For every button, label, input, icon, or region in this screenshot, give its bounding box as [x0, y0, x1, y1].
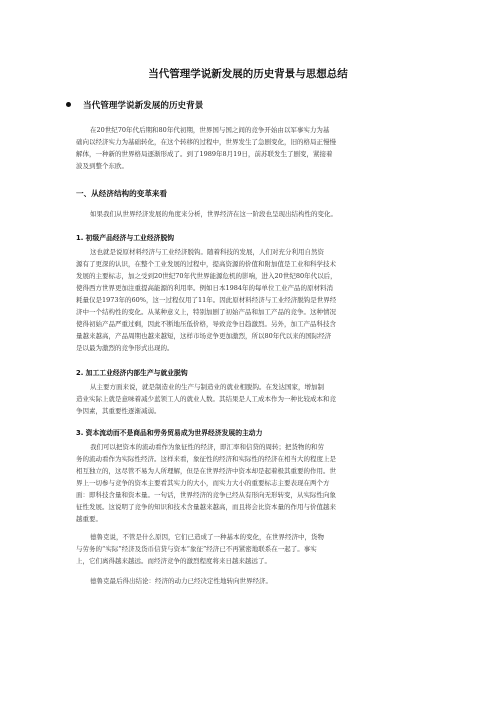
text-line: 征性发展。这说明了竞争的知识和技术含量越来越高，而且将会比资本量的作用与价值越来	[76, 503, 336, 511]
text-line: 上，它们离得越来越远。而经济竞争的激烈程度将来日越来越远了。	[76, 557, 271, 565]
text-line: 这也就是说原材料经济与工业经济脱钩。随着科技的发展，人们对充分利用自然资	[90, 248, 324, 256]
text-line: 务的流动看作为实际性经济。这样来看，象征性的经济和实际性的经济在相当大的程度上是	[76, 455, 336, 463]
intro-paragraph	[76, 124, 420, 172]
closing-paragraph	[76, 575, 420, 587]
text-line: 造业实际上就是意味着减少蓝领工人的就业人数。其结果是人工成本作为一种比较成本和竞	[76, 395, 336, 403]
text-line: 济中一个结构性的变化。从某种意义上，特别加剧了初始产品和加工产品的竞争。这种情况	[76, 308, 336, 316]
document-title: 当代管理学说新发展的历史背景与思想总结	[148, 68, 348, 80]
text-line: 界上一切参与竞争的资本主要看其实力的大小，而实力大小的重要标志主要表现在两个方	[76, 479, 330, 487]
text-line: 使得初始产品严重过剩，因此不断地压低价格，导致竞争日趋激烈。另外，加工产品科技含	[76, 320, 336, 328]
text-line: 争因素，其重要性逐渐减弱。	[76, 407, 161, 415]
section-heading-text: 当代管理学说新发展的历史背景	[83, 101, 204, 111]
drucker-paragraph	[76, 531, 420, 567]
text-line: 面：即科技含量和资本量。一句话，世界经济的竞争已经从有形向无形转变，从实际性向象	[76, 491, 336, 499]
text-line: 解体，一种新的世界格局逐渐形成了。到了1989年8月19日，前苏联发生了剧变，紧接着	[76, 150, 333, 158]
bullet-icon	[66, 102, 71, 107]
text-line: 德鲁克说，不管是什么原因，它们已造成了一种基本的变化，在世界经济中，货物	[90, 533, 324, 541]
subsection-3-paragraph	[76, 441, 420, 525]
text-line: 与劳务的“实际”经济及货币信贷与资本“象征”经济已不再紧密地联系在一起了。事实	[76, 545, 317, 553]
text-line: 从主要方面来说，就是制造业的生产与制造业的就业相脱钩。在发达国家，增加制	[90, 383, 324, 391]
subsection-2-paragraph	[76, 381, 420, 417]
text-line: 波及到整个东欧。	[76, 162, 128, 170]
text-line: 在20世纪70年代后期和80年代初期，世界国与国之间的竞争开始由以军事实力为基	[90, 126, 330, 134]
text-line: 德鲁克最后得出结论：经济的动力已经决定性地转向世界经济。	[90, 577, 272, 585]
text-line: 是以最为激烈的竞争形式出现的。	[76, 344, 174, 352]
text-line: 耗量仅是1973年的60%，这一过程仅用了11年。因此原材料经济与工业经济脱钩是世界经	[76, 296, 337, 304]
text-line: 量越来越高，产品周期也越来越短，这样市场竞争更加激烈，所以80年代以来的国际经济	[76, 332, 332, 340]
section-heading	[66, 99, 446, 111]
text-line: 相互独立的，这尽管不易为人所理解，但是在世界经济中资本却是起着极其重要的作用。世	[76, 467, 336, 475]
text-line: 我们可以把资本的流动看作为象征性的经济，即汇率和信贷的周转；把货物的和劳	[90, 443, 324, 451]
part-one-heading: 一、从经济结构的变革来看	[76, 189, 168, 198]
subsection-3-heading: 3. 资本流动而不是商品和劳务贸易成为世界经济发展的主动力	[76, 429, 263, 437]
subsection-1-heading: 1. 初级产品经济与工业经济脱钩	[76, 234, 175, 242]
subsection-2-heading: 2. 加工工业经济内部生产与就业脱钩	[76, 369, 188, 377]
part-one-lead	[76, 208, 420, 220]
text-line: 使得西方世界更加注重提高能源的利用率。例如日本1984年的每单位工业产品的原材料消	[76, 284, 334, 292]
text-line: 如果我们从世界经济发展的角度来分析，世界经济在这一阶段也呈现出结构性的变化。	[90, 210, 337, 218]
text-line: 源有了更深的认识，在整个工业发展的过程中，提高资源的价值和附加值是工业和科学技术	[76, 260, 336, 268]
subsection-1-paragraph	[76, 246, 420, 354]
text-line: 越重要。	[76, 515, 102, 523]
text-line: 发展的主要标志，加之受到20世纪70年代世界能源危机的影响，进入20世纪80年代以后，	[76, 272, 337, 280]
text-line: 础向以经济实力为基础转化，在这个转移的过程中，世界发生了急剧变化，旧的格局正慢慢	[76, 138, 336, 146]
